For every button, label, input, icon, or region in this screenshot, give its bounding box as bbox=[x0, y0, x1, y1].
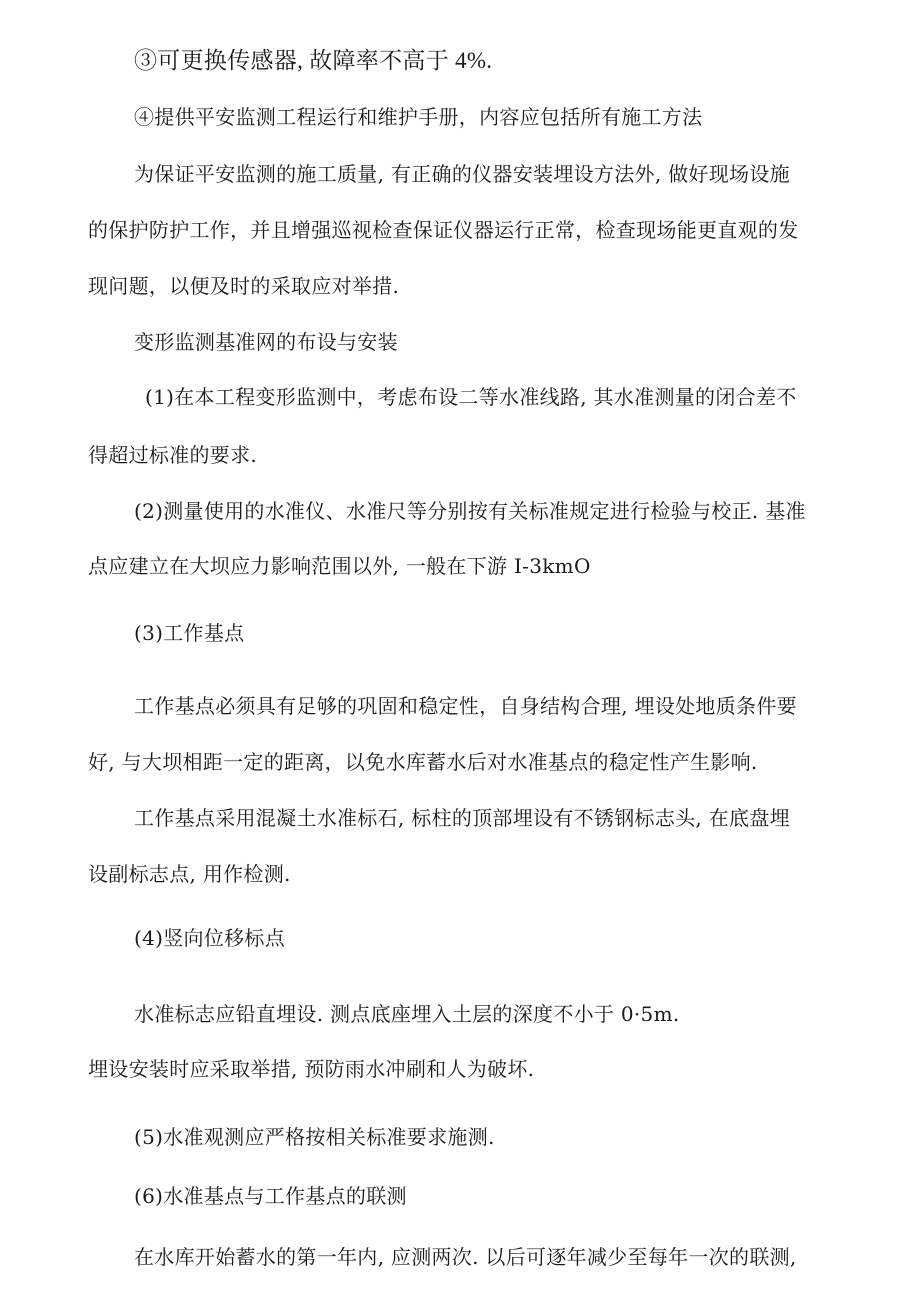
text-line: 好, 与大坝相距一定的距离，以免水库蓄水后对水准基点的稳定性产生影响. bbox=[88, 750, 758, 774]
text-line: 工作基点采用混凝土水准标石, 标柱的顶部埋设有不锈钢标志头, 在底盘埋 bbox=[134, 806, 790, 830]
text-line: ③可更换传感器, 故障率不高于 4%. bbox=[134, 48, 493, 73]
section-heading: (6)水准基点与工作基点的联测 bbox=[134, 1184, 407, 1208]
text-line: ④提供平安监测工程运行和维护手册，内容应包括所有施工方法 bbox=[134, 105, 703, 129]
text-line: 现问题，以便及时的采取应对举措. bbox=[88, 274, 400, 298]
section-heading: 变形监测基准网的布设与安装 bbox=[134, 330, 398, 354]
text-line: (5)水准观测应严格按相关标准要求施测. bbox=[134, 1125, 495, 1149]
section-heading: (4)竖向位移标点 bbox=[134, 926, 286, 950]
text-line: 为保证平安监测的施工质量, 有正确的仪器安装埋设方法外, 做好现场设施 bbox=[134, 162, 790, 186]
text-line: (2)测量使用的水准仪、水准尺等分别按有关标准规定进行检验与校正. 基准 bbox=[134, 499, 806, 523]
text-line: 在水库开始蓄水的第一年内, 应测两次. 以后可逐年减少至每年一次的联测, bbox=[134, 1245, 797, 1269]
text-line: 水准标志应铅直埋设. 测点底座埋入土层的深度不小于 0·5m. bbox=[134, 1002, 680, 1026]
text-line: 得超过标准的要求. bbox=[88, 443, 258, 467]
text-line: 工作基点必须具有足够的巩固和稳定性，自身结构合理, 埋设处地质条件要 bbox=[134, 694, 797, 718]
text-line: 点应建立在大坝应力影响范围以外, 一般在下游 I-3kmO bbox=[88, 554, 591, 578]
section-heading: (3)工作基点 bbox=[134, 621, 245, 645]
text-line: (1)在本工程变形监测中，考虑布设二等水准线路, 其水准测量的闭合差不 bbox=[145, 385, 797, 409]
text-line: 设副标志点, 用作检测. bbox=[88, 862, 291, 886]
text-line: 埋设安装时应采取举措, 预防雨水冲刷和人为破坏. bbox=[88, 1057, 535, 1081]
text-line: 的保护防护工作，并且增强巡视检查保证仪器运行正常，检查现场能更直观的发 bbox=[88, 218, 799, 242]
